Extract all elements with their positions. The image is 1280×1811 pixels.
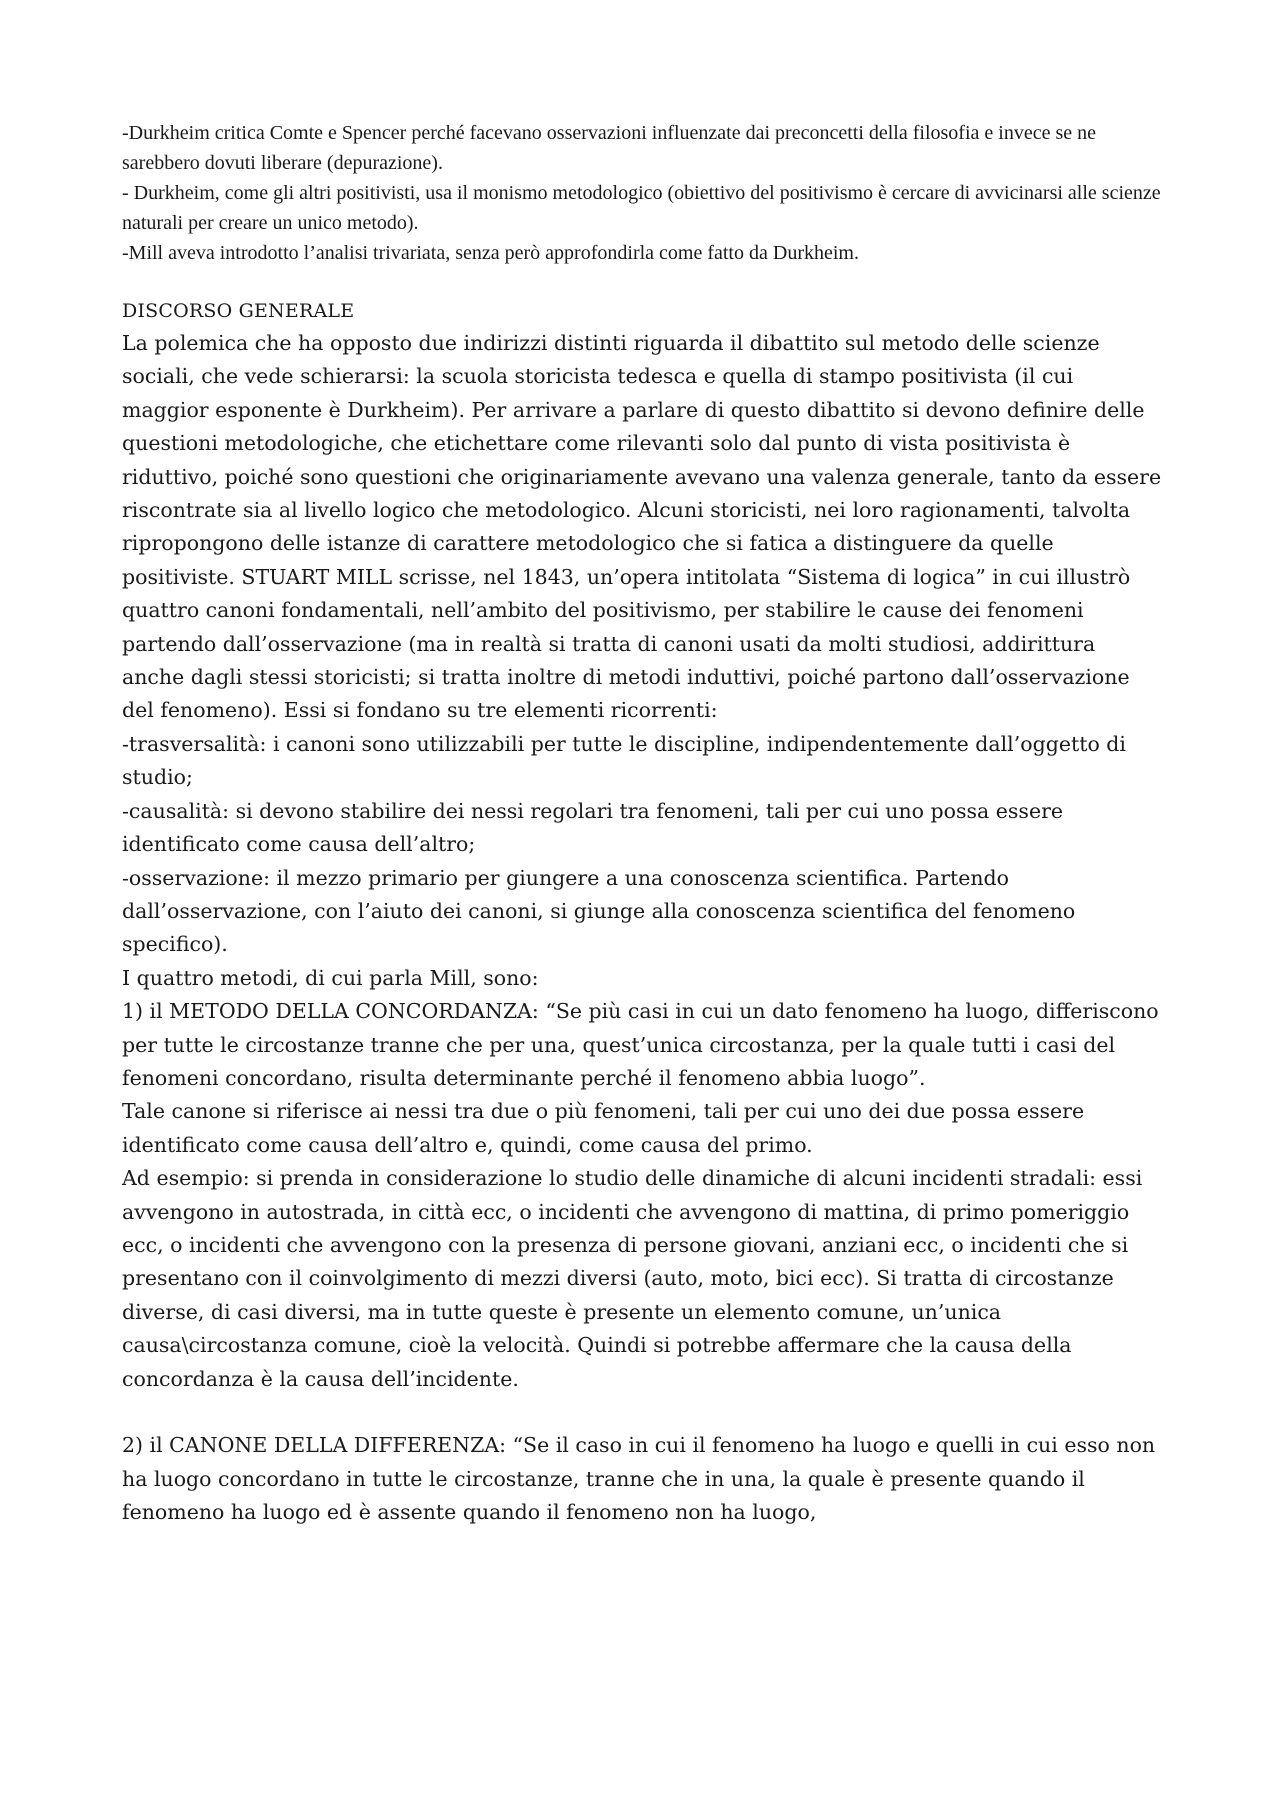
- paragraph: 1) il METODO DELLA CONCORDANZA: “Se più casi in cui un dato fenomeno ha luogo, differiscono per tutte le circostanze tranne che per una, quest’unica circostanza, per la quale tutti i casi del fenomeni concordano, risulta determinante perché il fenomeno abbia luogo”.: [122, 999, 1159, 1090]
- paragraph-gap: [122, 1396, 1162, 1429]
- paragraph: I quattro metodi, di cui parla Mill, sono:: [122, 965, 539, 990]
- paragraph: 2) il CANONE DELLA DIFFERENZA: “Se il caso in cui il fenomeno ha luogo e quelli in cui esso non ha luogo concordano in tutte le circostanze, tranne che in una, la quale è presente quando il fenomeno ha luogo ed è assente quando il fenomeno non ha luogo,: [122, 1433, 1156, 1525]
- document-page: [122, 118, 1162, 1530]
- paragraph: La polemica che ha opposto due indirizzi distinti riguarda il dibattito sul metodo delle scienze sociali, che vede schierarsi: la scuola storicista tedesca e quella di stampo positivista (il cui maggior esponente è Durkheim). Per arrivare a parlare di questo dibattito si devono definire delle questioni metodologiche, che etichettare come rilevanti solo dal punto di vista positivista è riduttivo, poiché sono questioni che originariamente avevano una valenza generale, tanto da essere riscontrate sia al livello logico che metodologico. Alcuni storicisti, nei loro ragionamenti, talvolta ripropongono delle istanze di carattere metodologico che si fatica a distinguere da quelle positiviste. STUART MILL scrisse, nel 1843, un’opera intitolata “Sistema di logica” in cui illustrò quattro canoni fondamentali, nell’ambito del positivismo, per stabilire le cause dei fenomeni partendo dall’osservazione (ma in realtà si tratta di canoni usati da molti studiosi, addirittura anche dagli stessi storicisti; si tratta inoltre di metodi induttivi, poiché partono dall’osservazione del fenomeno). Essi si fondano su tre elementi ricorrenti:: [122, 331, 1162, 723]
- intro-note: - Durkheim, come gli altri positivisti, usa il monismo metodologico (obiettivo del positivismo è cercare di avvicinarsi alle scienze naturali per creare un unico metodo).: [122, 182, 1161, 234]
- section-body: [122, 327, 1162, 1530]
- section-heading: DISCORSO GENERALE: [122, 300, 355, 322]
- intro-note: -Mill aveva introdotto l’analisi trivariata, senza però approfondirla come fatto da Durkheim.: [122, 242, 859, 264]
- paragraph: Ad esempio: si prenda in considerazione lo studio delle dinamiche di alcuni incidenti stradali: essi avvengono in autostrada, in città ecc, o incidenti che avvengono di mattina, di primo pomeriggio ecc, o incidenti che avvengono con la presenza di persone giovani, anziani ecc, o incidenti che si presentano con il coinvolgimento di mezzi diversi (auto, moto, bici ecc). Si tratta di circostanze diverse, di casi diversi, ma in tutte queste è presente un elemento comune, un’unica causa\circostanza comune, cioè la velocità. Quindi si potrebbe affermare che la causa della concordanza è la causa dell’incidente.: [122, 1166, 1143, 1391]
- paragraph: -osservazione: il mezzo primario per giungere a una conoscenza scientifica. Partendo dall’osservazione, con l’aiuto dei canoni, si giunge alla conoscenza scientifica del fenomeno specifico).: [122, 865, 1076, 957]
- paragraph: Tale canone si riferisce ai nessi tra due o più fenomeni, tali per cui uno dei due possa essere identificato come causa dell’altro e, quindi, come causa del primo.: [122, 1099, 1085, 1157]
- paragraph: -trasversalità: i canoni sono utilizzabili per tutte le discipline, indipendentemente dall’oggetto di studio;: [122, 731, 1126, 790]
- paragraph: -causalità: si devono stabilire dei nessi regolari tra fenomeni, tali per cui uno possa essere identificato come causa dell’altro;: [122, 798, 1064, 857]
- intro-note: -Durkheim critica Comte e Spencer perché facevano osservazioni influenzate dai preconcetti della filosofia e invece se ne sarebbero dovuti liberare (depurazione).: [122, 122, 1096, 174]
- intro-notes: [122, 118, 1162, 268]
